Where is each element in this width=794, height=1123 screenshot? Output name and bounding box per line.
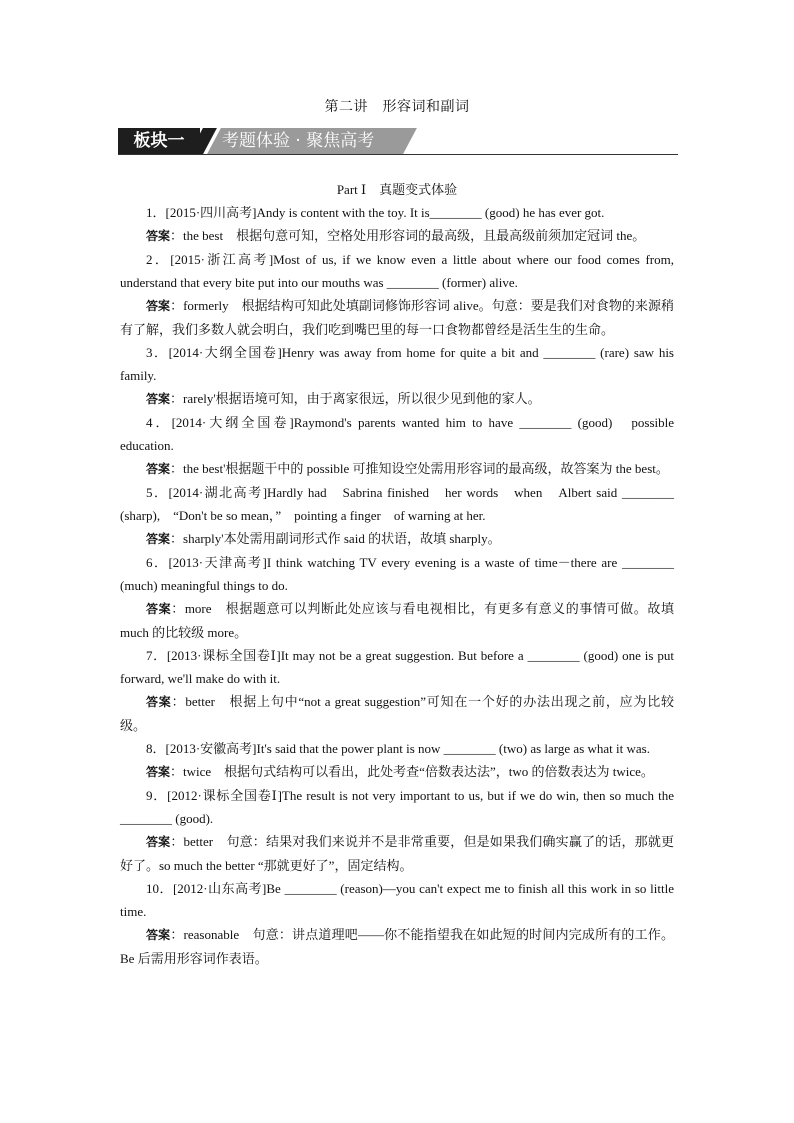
question-item [120, 737, 674, 784]
question-item [120, 784, 674, 877]
answer-label: 答案 [146, 835, 171, 849]
answer-label: 答案 [146, 928, 171, 942]
answer-body: ：rarely'根据语境可知，由于离家很远，所以很少见到他的家人。 [170, 391, 541, 406]
answer-text [120, 294, 674, 341]
question-text: 8．[2013·安徽高考]It's said that the power plant is now ________ (two) as large as what it was. [146, 741, 650, 756]
question-item [120, 248, 674, 341]
answer-text [120, 830, 674, 877]
answer-body: ：the best 根据句意可知，空格处用形容词的最高级，且最高级前须加定冠词 the。 [170, 228, 646, 243]
section-banner [118, 126, 678, 156]
banner-block-label: 板块一 [118, 128, 200, 154]
answer-text [120, 387, 674, 411]
question-text: 4．[2014·大纲全国卷]Raymond's parents wanted him to have ________ (good) possible education. [120, 415, 674, 453]
question-item [120, 644, 674, 737]
answer-text [120, 690, 674, 737]
question-text: 1．[2015·四川高考]Andy is content with the toy. It is________ (good) he has ever got. [146, 205, 605, 220]
answer-label: 答案 [146, 229, 171, 243]
question-text: 5．[2014·湖北高考]Hardly had Sabrina finished her words when Albert said ________ (sharp), “Don't be so mean，” pointing a finger of warning at her. [120, 485, 674, 523]
answer-body: ：the best'根据题干中的 possible 可推知设空处需用形容词的最高级，故答案为 the best。 [170, 461, 669, 476]
answer-label: 答案 [146, 765, 171, 779]
answer-label: 答案 [146, 392, 171, 406]
answer-body: ：reasonable 句意：讲点道理吧——你不能指望我在如此短的时间内完成所有的工作。Be 后需用形容词作表语。 [120, 927, 674, 966]
answer-body: ：twice 根据句式结构可以看出，此处考查“倍数表达法”，two 的倍数表达为 twice。 [170, 764, 654, 779]
question-text: 7．[2013·课标全国卷Ⅰ]It may not be a great suggestion. But before a ________ (good) one is put forward, we'll make do with it. [120, 648, 674, 686]
answer-body: ：formerly 根据结构可知此处填副词修饰形容词 alive。句意：要是我们对食物的来源稍有了解，我们多数人就会明白，我们吃到嘴巴里的每一口食物都曾经是活生生的生命。 [120, 298, 674, 337]
question-item [120, 481, 674, 551]
question-item [120, 201, 674, 248]
question-item [120, 341, 674, 411]
answer-text [120, 457, 674, 481]
answer-text [120, 527, 674, 551]
answer-text [120, 224, 674, 248]
answer-label: 答案 [146, 462, 171, 476]
question-text: 3．[2014·大纲全国卷]Henry was away from home for quite a bit and ________ (rare) saw his family. [120, 345, 674, 383]
answer-text [120, 923, 674, 970]
question-item [120, 551, 674, 644]
answer-label: 答案 [146, 532, 171, 546]
question-text: 10．[2012·山东高考]Be ________ (reason)—you can't expect me to finish all this work in so little time. [120, 881, 674, 919]
question-text: 9．[2012·课标全国卷Ⅰ]The result is not very important to us, but if we do win, then so much the ________ (good). [120, 788, 674, 826]
answer-label: 答案 [146, 695, 172, 709]
question-item [120, 877, 674, 970]
answer-body: ：better 句意：结果对我们来说并不是非常重要，但是如果我们确实赢了的话，那就更好了。so much the better “那就更好了”，固定结构。 [120, 834, 674, 873]
question-text: 2．[2015·浙江高考]Most of us, if we know even a little about where our food comes from, understand that every bite put into our mouths was ________ (former) alive. [120, 252, 674, 290]
question-item [120, 411, 674, 481]
answer-label: 答案 [146, 602, 172, 616]
answer-label: 答案 [146, 299, 171, 313]
answer-body: ：sharply'本处需用副词形式作 said 的状语，故填 sharply。 [170, 531, 501, 546]
answer-body: ：better 根据上句中“not a great suggestion”可知在一个好的办法出现之前，应为比较级。 [120, 694, 674, 733]
question-list [120, 178, 674, 970]
answer-body: ：more 根据题意可以判断此处应该与看电视相比，有更多有意义的事情可做。故填 much 的比较级 more。 [120, 601, 674, 640]
question-text: 6．[2013·天津高考]I think watching TV every evening is a waste of time－there are ________ (much) meaningful things to do. [120, 555, 674, 593]
banner-subtitle: 考题体验 · 聚焦高考 [222, 131, 375, 151]
part-heading: Part Ⅰ 真题变式体验 [336, 182, 458, 197]
banner-rule [118, 154, 678, 155]
answer-text [120, 597, 674, 644]
answer-text [120, 760, 674, 784]
page-title: 第二讲 形容词和副词 [324, 100, 470, 115]
